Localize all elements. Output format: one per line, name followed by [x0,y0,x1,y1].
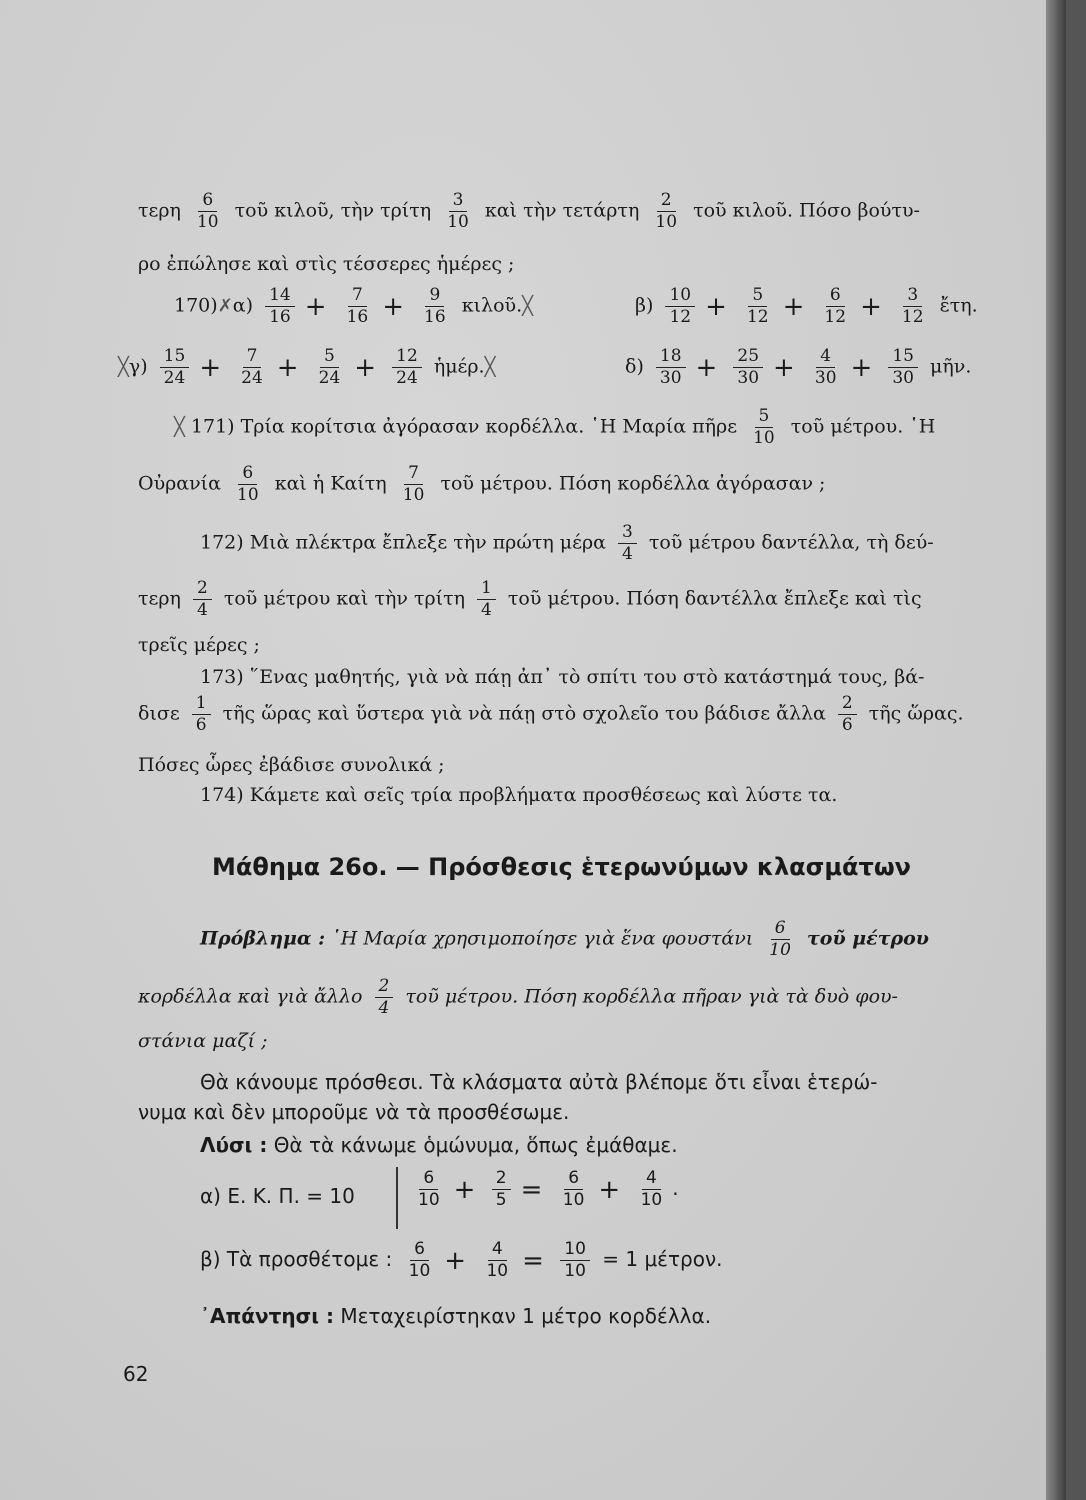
fraction: $\frac{15}{30}$ [888,348,918,387]
lesson-problem-line-1: Πρόβλημα : ῾Η Μαρία χρησιμοποίησε γιὰ ἕνα φουστάνι $\frac{6}{10}$ τοῦ μέτρου [200,918,929,960]
fraction: $\frac{5}{12}$ [746,285,769,327]
fraction: $\frac{6}{10}$ [237,463,259,505]
solution-a-label: α) Ε. Κ. Π. = 10 [200,1184,355,1208]
exercise-172-line-2: τερη $\frac{2}{4}$ τοῦ μέτρου καὶ τὴν τρίτη $\frac{1}{4}$ τοῦ μέτρου. Πόση δαντέλλα ἔπλεξε καὶ τὶς [138,578,922,620]
exercise-172-line-1: 172) Μιὰ πλέκτρα ἔπλεξε τὴν πρώτη μέρα $\frac{3}{4}$ τοῦ μέτρου δαντέλλα, τὴ δεύ- [200,522,934,564]
exercise-173-line-2: δισε $\frac{1}{6}$ τῆς ὥρας καὶ ὕστερα γιὰ νὰ πάῃ στὸ σχολεῖο του βάδισε ἄλλα $\frac{2}{6}$ τῆς ὥρας. [138,693,964,735]
page-number: 62 [123,1362,149,1386]
fraction: $\frac{3}{12}$ [901,285,924,327]
check-mark-icon: ╳ [174,416,185,438]
fraction: $\frac{6}{10}$ [408,1239,431,1281]
exercise-171-line-1: ╳ 171) Τρία κορίτσια ἀγόρασαν κορδέλλα. ῾Η Μαρία πῆρε $\frac{5}{10}$ τοῦ μέτρου. ῾Η [174,406,936,448]
fraction: $\frac{18}{30}$ [656,348,686,387]
exercise-171-line-2: Οὐρανία $\frac{6}{10}$ καὶ ἡ Καίτη $\frac{7}{10}$ τοῦ μέτρου. Πόση κορδέλλα ἀγόρασαν ; [138,463,826,505]
lesson-text-line-1: Θὰ κάνουμε πρόσθεσι. Τὰ κλάσματα αὐτὰ βλέπομε ὅτι εἶναι ἑτερώ- [200,1070,878,1094]
fraction: $\frac{6}{10}$ [196,190,219,232]
solution-a-equation: $\frac{6}{10}$ + $\frac{2}{5}$ = $\frac{6}{10}$ + $\frac{4}{10}$ . [408,1170,679,1209]
fraction: $\frac{14}{16}$ [265,287,295,326]
fraction: $\frac{5}{24}$ [318,346,341,388]
fraction: $\frac{2}{4}$ [375,978,394,1017]
fraction: $\frac{25}{30}$ [733,348,763,387]
intro-line-2: ρο ἐπώλησε καὶ στὶς τέσσερες ἡμέρες ; [138,253,515,275]
fraction: $\frac{7}{16}$ [346,285,369,327]
fraction: $\frac{7}{10}$ [402,463,425,505]
fraction: $\frac{1}{6}$ [192,695,211,734]
text: τοῦ κιλοῦ. Πόσο βούτυ- [693,199,920,222]
intro-line-1 [138,192,920,231]
lesson-heading: Μάθημα 26ο. — Πρόσθεσις ἑτερωνύμων κλασμάτων [212,853,912,881]
exercise-174: 174) Κάμετε καὶ σεῖς τρία προβλήματα προσθέσεως καὶ λύστε τα. [200,784,838,806]
divider-bar [396,1167,398,1229]
lesson-problem-line-3: στάνια μαζί ; [138,1030,268,1052]
fraction: $\frac{6}{12}$ [824,285,847,327]
fraction: $\frac{2}{5}$ [492,1170,511,1209]
check-mark-icon: ╳ [522,295,533,317]
fraction: $\frac{9}{16}$ [424,285,446,327]
fraction: $\frac{10}{10}$ [560,1241,590,1280]
fraction: $\frac{12}{24}$ [392,348,422,387]
exercise-170-a: 170)✗α) $\frac{14}{16}$ + $\frac{7}{16}$ + $\frac{9}{16}$ κιλοῦ.╳ [174,285,533,327]
fraction: $\frac{6}{10}$ [562,1168,585,1210]
fraction: $\frac{6}{10}$ [418,1168,440,1210]
exercise-170-g: ╳γ) $\frac{15}{24}$ + $\frac{7}{24}$ + $\frac{5}{24}$ + $\frac{12}{24}$ ἡμέρ.╳ [118,346,496,388]
exercise-170-b: β) $\frac{10}{12}$ + $\frac{5}{12}$ + $\frac{6}{12}$ + $\frac{3}{12}$ ἔτη. [635,285,978,327]
lesson-text-line-2: νυμα καὶ δὲν μποροῦμε νὰ τὰ προσθέσωμε. [138,1100,570,1124]
lesson-problem-line-2: κορδέλλα καὶ γιὰ ἄλλο $\frac{2}{4}$ τοῦ μέτρου. Πόση κορδέλλα πῆραν γιὰ τὰ δυὸ φου- [138,976,898,1018]
fraction: $\frac{7}{24}$ [241,346,263,388]
text: τοῦ κιλοῦ, τὴν τρίτη [234,199,432,222]
fraction: $\frac{2}{4}$ [193,580,212,619]
solution-line: Λύσι : Θὰ τὰ κάνωμε ὁμώνυμα, ὅπως ἐμάθαμε. [200,1133,678,1157]
fraction: $\frac{4}{10}$ [640,1168,663,1210]
fraction: $\frac{2}{6}$ [838,695,857,734]
text: καὶ τὴν τετάρτη [484,199,640,222]
exercise-172-line-3: τρεῖς μέρες ; [138,634,260,656]
fraction: $\frac{5}{10}$ [753,406,775,448]
exercise-173-line-3: Πόσες ὧρες ἐβάδισε συνολικά ; [138,754,445,776]
check-mark-icon: ✗ [217,295,233,317]
text: τερη [138,199,181,222]
exercise-170-d: δ) $\frac{18}{30}$ + $\frac{25}{30}$ + $\frac{4}{30}$ + $\frac{15}{30}$ μῆν. [625,346,972,388]
fraction: $\frac{3}{10}$ [447,190,469,232]
fraction: $\frac{15}{24}$ [160,348,190,387]
fraction: $\frac{1}{4}$ [477,580,496,619]
fraction: $\frac{4}{10}$ [486,1239,509,1281]
exercise-173-line-1: 173) ῞Ενας μαθητής, γιὰ νὰ πάῃ ἀπ᾽ τὸ σπίτι του στὸ κατάστημά τους, βά- [200,666,925,688]
fraction: $\frac{10}{12}$ [665,287,695,326]
solution-b-equation: β) Τὰ προσθέτομε : $\frac{6}{10}$ + $\frac{4}{10}$ = $\frac{10}{10}$ = 1 μέτρον. [200,1239,723,1281]
fraction: $\frac{4}{30}$ [814,346,837,388]
answer-line: ᾽Απάντησι : Μεταχειρίστηκαν 1 μέτρο κορδέλλα. [200,1304,712,1328]
page-edge-shadow [1046,0,1066,1500]
check-mark-icon: ╳ [118,356,129,378]
check-mark-icon: ╳ [484,356,496,378]
fraction: $\frac{3}{4}$ [618,524,637,563]
fraction: $\frac{6}{10}$ [769,918,791,960]
fraction: $\frac{2}{10}$ [655,190,678,232]
